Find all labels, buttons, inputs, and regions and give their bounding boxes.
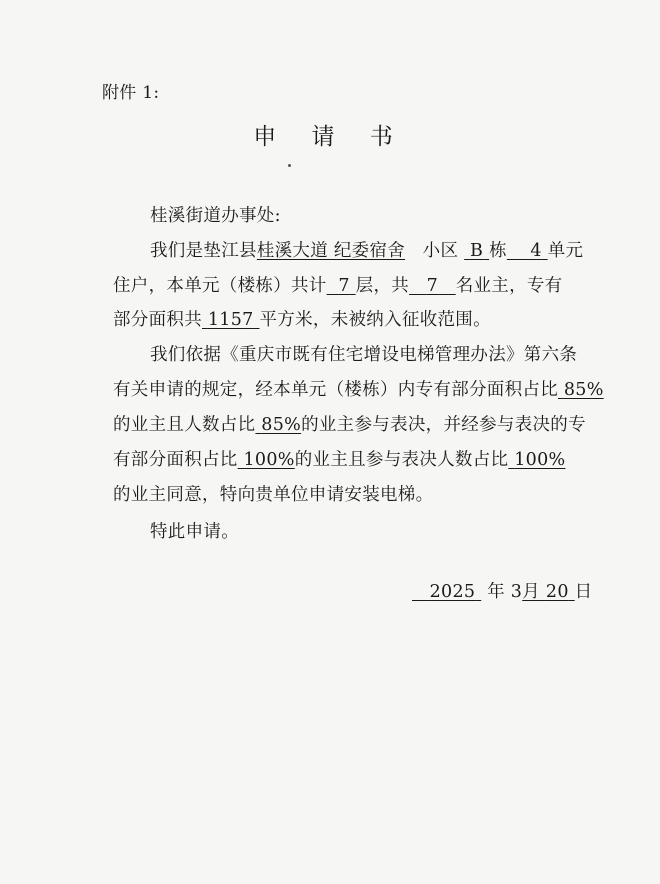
rule-text: 有关申请的规定，经本单元（楼栋）内专有部分面积占比: [113, 380, 558, 400]
floors-value: 7: [338, 276, 350, 296]
page-title: 申 请 书: [253, 124, 407, 150]
paragraph-1-line-1: [150, 237, 583, 262]
paragraph-2-line-5: 的业主同意，特向贵单位申请安装电梯。: [113, 485, 434, 505]
paragraph-1-line-2: [113, 272, 563, 297]
agree-area-prefix: 有部分面积占比: [113, 450, 238, 470]
paragraph-1-line-3: [113, 306, 491, 331]
people-prefix: 的业主且人数占比: [113, 415, 256, 435]
agree-people-percent: 100%: [514, 450, 566, 470]
floors-suffix: 层，共: [355, 276, 410, 296]
people-percent: 85%: [261, 415, 302, 435]
day-suffix: 日: [574, 582, 593, 602]
area-percent: 85%: [563, 380, 604, 400]
year-suffix: 年: [487, 582, 505, 602]
paragraph-2-line-3: [113, 411, 586, 436]
recipient: 桂溪街道办事处:: [150, 206, 281, 226]
attachment-label: 附件 1:: [102, 83, 160, 103]
paragraph-2-line-1: 我们依据《重庆市既有住宅增设电梯管理办法》第六条: [150, 345, 578, 365]
closing: 特此申请。: [150, 522, 239, 542]
owners-suffix: 名业主，专有: [455, 276, 563, 296]
paragraph-2-line-2: [113, 376, 604, 401]
owners-value: 7: [426, 276, 439, 296]
agree-area-percent: 100%: [243, 450, 295, 470]
building-value: B: [470, 241, 484, 261]
scan-speck: [288, 164, 291, 167]
residents-text: 住户，本单元（楼栋）共计: [113, 276, 327, 296]
area-suffix: 平方米，未被纳入征收范围。: [259, 310, 491, 330]
unit-value: 4: [530, 241, 542, 261]
vote-text: 的业主参与表决，并经参与表决的专: [301, 415, 586, 435]
community-label: 小区: [422, 241, 459, 261]
unit-suffix: 单元: [547, 241, 584, 261]
agree-people-prefix: 的业主且参与表决人数占比: [294, 450, 509, 470]
area-prefix: 部分面积共: [113, 310, 202, 330]
area-value: 1157: [207, 310, 254, 330]
building-suffix: 栋: [489, 241, 507, 261]
paragraph-2-line-4: [113, 446, 565, 471]
intro-text: 我们是垫江县: [150, 241, 257, 261]
date-year: 2025: [429, 582, 476, 602]
date-line: [412, 578, 592, 603]
road-name: 桂溪大道 纪委宿舍: [256, 241, 406, 261]
date-month: 3: [510, 582, 523, 602]
month-suffix: 月: [522, 582, 541, 602]
date-day: 20: [545, 582, 569, 602]
